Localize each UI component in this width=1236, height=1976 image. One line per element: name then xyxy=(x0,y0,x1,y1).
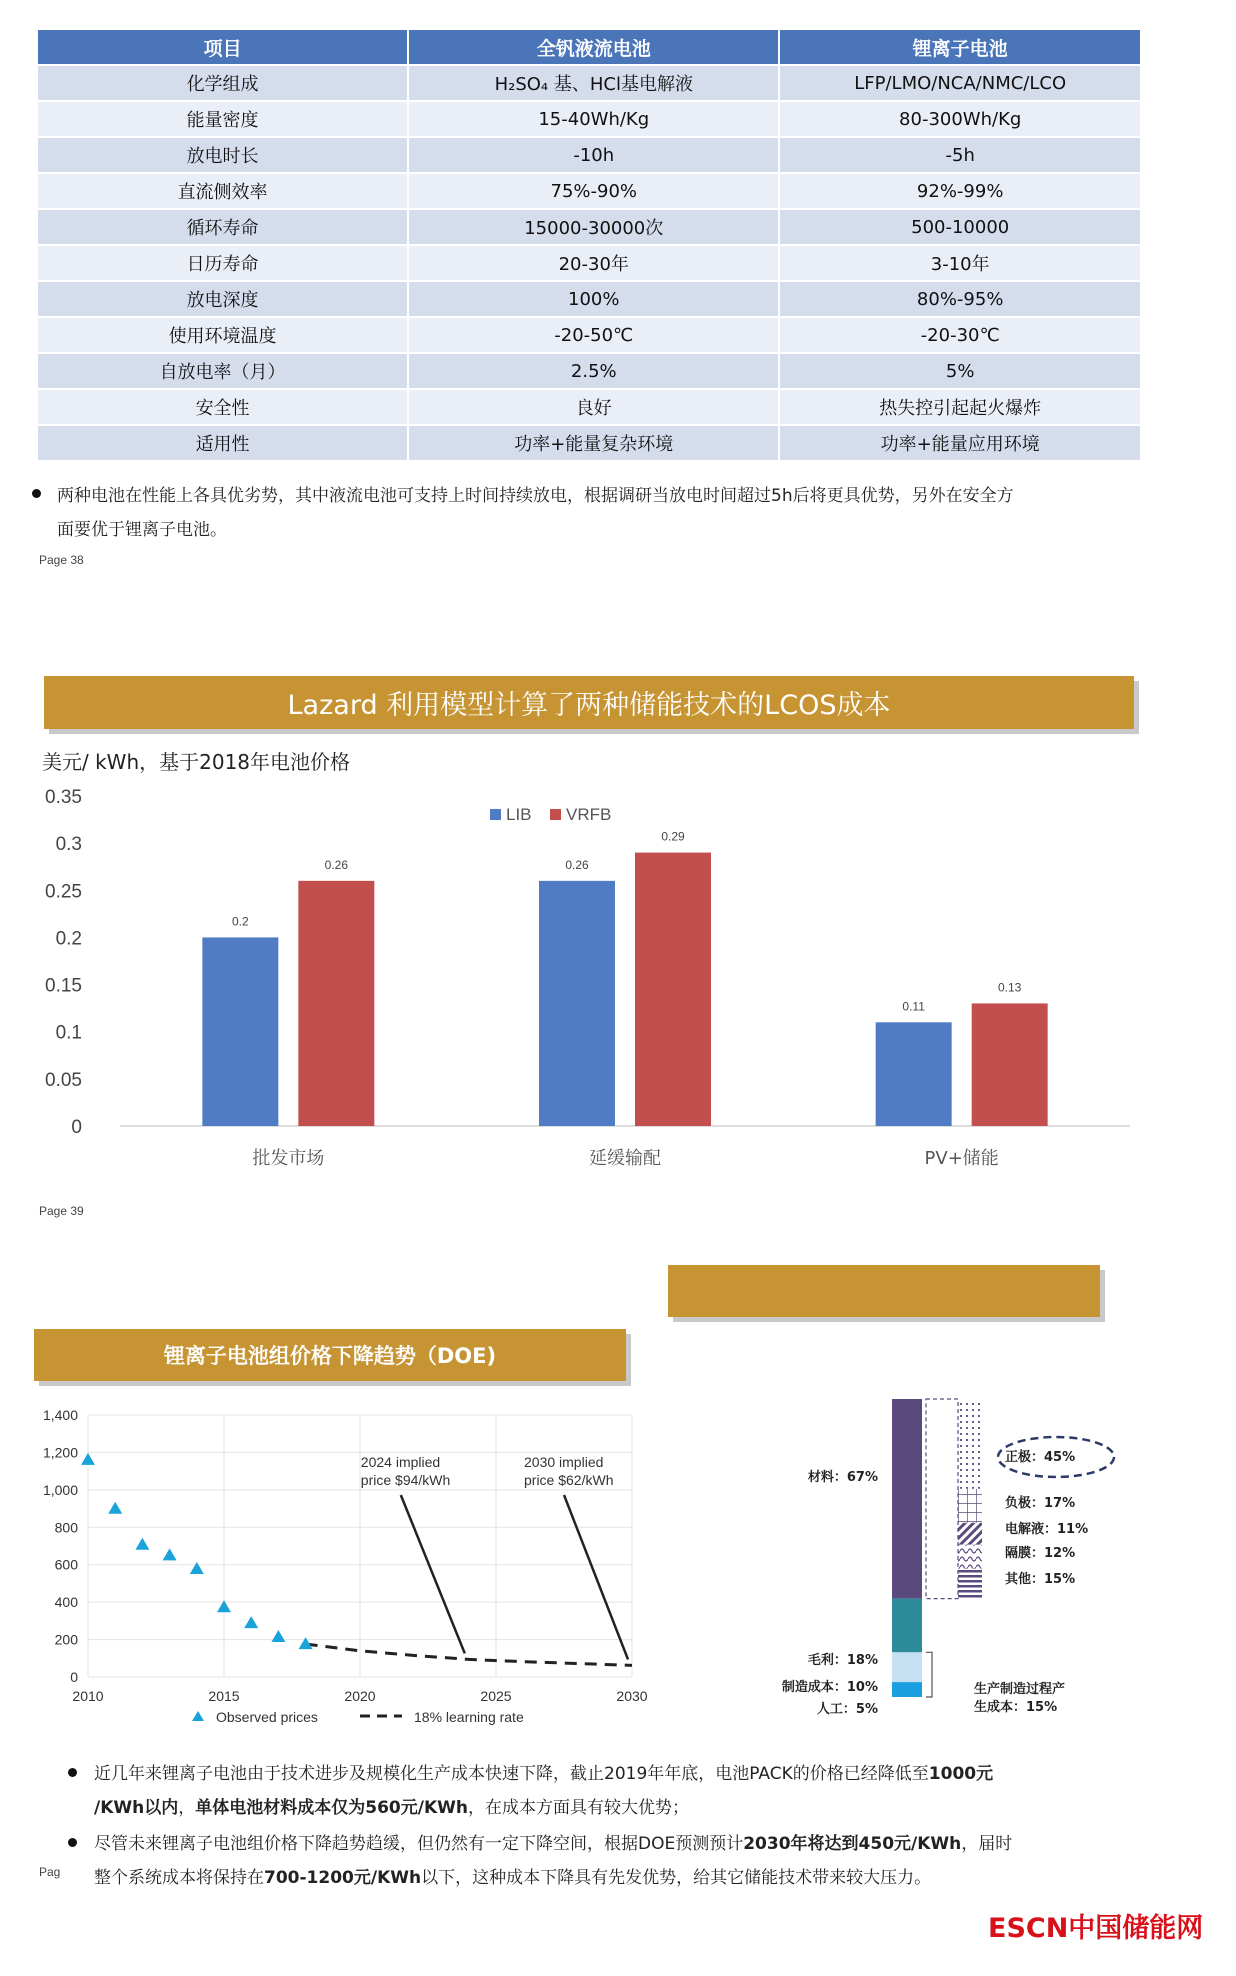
text-run: ，届时 xyxy=(961,1834,1013,1854)
table-row xyxy=(37,389,1141,425)
section1-bullet-line2: 面要优于锂离子电池。 xyxy=(57,520,227,540)
observed-price-point xyxy=(244,1616,258,1628)
table-cell-item: 日历寿命 xyxy=(37,245,408,281)
table-cell-vrfb: 15000-30000次 xyxy=(408,209,779,245)
segment-label: 制造成本：10% xyxy=(781,1680,878,1695)
page-number: Pag xyxy=(39,1865,61,1879)
annotation-arrow xyxy=(401,1495,465,1653)
table-cell-vrfb: 良好 xyxy=(408,389,779,425)
material-segment xyxy=(958,1399,982,1489)
y-tick-label: 0.1 xyxy=(55,1022,82,1044)
observed-price-point xyxy=(299,1637,313,1649)
table-row xyxy=(37,65,1141,101)
table-row xyxy=(37,317,1141,353)
bullet-dot xyxy=(68,1838,77,1847)
table-cell-item: 放电深度 xyxy=(37,281,408,317)
learning-rate-line xyxy=(306,1644,632,1665)
table-cell-item: 自放电率（月） xyxy=(37,353,408,389)
table-cell-lib: 80-300Wh/Kg xyxy=(779,101,1141,137)
observed-price-point xyxy=(163,1548,177,1560)
table-cell-item: 适用性 xyxy=(37,425,408,461)
text-run: ，在成本方面具有较大优势； xyxy=(467,1798,689,1818)
y-tick-label: 1,400 xyxy=(42,1407,78,1423)
page-number: Page 38 xyxy=(39,553,84,567)
lcos-bar-chart xyxy=(30,780,1140,1180)
table-cell-lib: 功率+能量应用环境 xyxy=(779,425,1141,461)
table-cell-lib: 5% xyxy=(779,353,1141,389)
table-body xyxy=(37,65,1141,461)
observed-price-point xyxy=(135,1538,149,1550)
cost-segment xyxy=(892,1652,922,1682)
text-run-bold: /KWh以内 xyxy=(94,1798,179,1818)
y-tick-label: 200 xyxy=(54,1631,78,1648)
annotation-text: 2030 implied xyxy=(524,1454,604,1470)
bar-lib xyxy=(539,881,615,1126)
table-cell-vrfb: 功率+能量复杂环境 xyxy=(408,425,779,461)
section3-bullet1-line2 xyxy=(94,1791,689,1825)
data-label: 0.29 xyxy=(661,829,685,844)
doe-price-chart xyxy=(20,1395,660,1730)
bar-vrfb xyxy=(298,881,374,1126)
bar-lib xyxy=(202,937,278,1126)
cost-segment xyxy=(892,1599,922,1653)
legend-label: 18% learning rate xyxy=(414,1709,524,1725)
y-tick-label: 1,000 xyxy=(42,1481,78,1498)
table-cell-lib: -5h xyxy=(779,137,1141,173)
text-run: 整个系统成本将保持在 xyxy=(94,1868,264,1888)
x-category-label: PV+储能 xyxy=(924,1148,999,1169)
bar-lib xyxy=(876,1022,952,1126)
y-tick-label: 1,200 xyxy=(42,1444,78,1461)
x-tick-label: 2010 xyxy=(72,1688,104,1704)
table-cell-item: 能量密度 xyxy=(37,101,408,137)
header-vrfb: 全钒液流电池 xyxy=(408,29,779,65)
text-run: ， xyxy=(178,1798,196,1818)
manufacturing-bracket xyxy=(926,1652,932,1697)
text-run-bold: 2030年将达到450元/KWh xyxy=(743,1834,962,1854)
table-cell-vrfb: 20-30年 xyxy=(408,245,779,281)
text-run: 尽管未来锂离子电池组价格下降趋势趋缓，但仍然有一定下降空间，根据DOE预测预计 xyxy=(94,1834,744,1854)
table-cell-vrfb: 75%-90% xyxy=(408,173,779,209)
section2-banner xyxy=(44,676,1134,729)
x-tick-label: 2030 xyxy=(616,1688,648,1704)
table-row xyxy=(37,245,1141,281)
x-tick-label: 2025 xyxy=(480,1688,512,1704)
table-cell-vrfb: 2.5% xyxy=(408,353,779,389)
text-run: 近几年来锂离子电池由于技术进步及规模化生产成本快速下降，截止2019年年底，电池PACK的价格已经降低至 xyxy=(94,1764,929,1784)
table-cell-lib: 热失控引起起火爆炸 xyxy=(779,389,1141,425)
legend-label: LIB xyxy=(506,805,532,824)
material-label: 负极：17% xyxy=(1005,1496,1076,1511)
section1-bullet-line1: 两种电池在性能上各具优劣势，其中液流电池可支持上时间持续放电，根据调研当放电时间超过5h后将更具优势，另外在安全方 xyxy=(57,486,1014,506)
segment-label: 毛利：18% xyxy=(807,1653,878,1668)
y-tick-label: 0.3 xyxy=(55,834,82,856)
comparison-table xyxy=(36,28,1142,462)
legend-marker xyxy=(192,1711,204,1721)
data-label: 0.13 xyxy=(997,980,1022,995)
material-segment xyxy=(958,1545,982,1569)
table-row xyxy=(37,281,1141,317)
bullet-dot xyxy=(32,489,41,498)
data-label: 0.11 xyxy=(902,999,925,1014)
annotation-text: price $94/kWh xyxy=(360,1472,451,1488)
observed-price-point xyxy=(271,1630,285,1642)
data-label: 0.2 xyxy=(231,914,249,929)
y-tick-label: 0.2 xyxy=(55,928,82,950)
data-label: 0.26 xyxy=(565,857,589,872)
y-tick-label: 0 xyxy=(71,1117,82,1138)
text-run-bold: 1000元 xyxy=(928,1764,994,1784)
observed-price-point xyxy=(81,1453,95,1465)
table-cell-vrfb: -10h xyxy=(408,137,779,173)
table-cell-lib: 500-10000 xyxy=(779,209,1141,245)
segment-label: 材料：67% xyxy=(807,1470,878,1485)
bar-vrfb xyxy=(972,1003,1048,1126)
table-row xyxy=(37,173,1141,209)
table-row xyxy=(37,137,1141,173)
x-category-label: 延缓输配 xyxy=(589,1148,661,1169)
manufacturing-note: 生产制造过程产 xyxy=(974,1682,1066,1697)
table-header-row xyxy=(37,29,1141,65)
bar-vrfb xyxy=(635,853,711,1126)
observed-price-point xyxy=(108,1502,122,1514)
header-lib: 锂离子电池 xyxy=(779,29,1141,65)
segment-label: 人工：5% xyxy=(816,1702,878,1715)
material-segment xyxy=(958,1489,982,1523)
section3-bullet2-line2 xyxy=(94,1861,931,1895)
x-tick-label: 2015 xyxy=(208,1688,240,1704)
table-cell-item: 化学组成 xyxy=(37,65,408,101)
table-cell-vrfb: 100% xyxy=(408,281,779,317)
material-label: 正极：45% xyxy=(1005,1450,1076,1465)
table-cell-item: 循环寿命 xyxy=(37,209,408,245)
text-run-bold: 700-1200元/KWh xyxy=(264,1868,422,1888)
text-run: 以下，这种成本下降具有先发优势，给其它储能技术带来较大压力。 xyxy=(421,1868,932,1888)
header-item: 项目 xyxy=(37,29,408,65)
annotation-arrow xyxy=(564,1495,628,1659)
connector-box xyxy=(926,1399,958,1599)
material-label: 电解液：11% xyxy=(1005,1522,1089,1537)
page-number: Page 39 xyxy=(39,1204,84,1218)
table-row xyxy=(37,209,1141,245)
section3-right-banner xyxy=(668,1265,1100,1317)
text-run-bold: 单体电池材料成本仅为560元/KWh xyxy=(195,1798,468,1818)
observed-price-point xyxy=(190,1562,204,1574)
material-segment xyxy=(958,1523,982,1545)
legend-swatch xyxy=(550,809,561,820)
manufacturing-note: 生成本：15% xyxy=(974,1700,1058,1715)
table-cell-item: 使用环境温度 xyxy=(37,317,408,353)
table-cell-lib: 80%-95% xyxy=(779,281,1141,317)
table-row xyxy=(37,353,1141,389)
material-label: 其他：15% xyxy=(1005,1572,1076,1587)
section3-banner-text: 锂离子电池组价格下降趋势（DOE) xyxy=(163,1344,497,1368)
table-cell-vrfb: H₂SO₄ 基、HCl基电解液 xyxy=(408,65,779,101)
y-tick-label: 0.05 xyxy=(45,1069,82,1091)
material-label: 隔膜：12% xyxy=(1005,1546,1076,1561)
table-cell-item: 安全性 xyxy=(37,389,408,425)
table-row xyxy=(37,101,1141,137)
table-cell-vrfb: 15-40Wh/Kg xyxy=(408,101,779,137)
chart-unit-label: 美元/ kWh，基于2018年电池价格 xyxy=(42,750,351,774)
escn-logo: ESCN中国储能网 xyxy=(988,1913,1204,1944)
section3-bullet1-line1 xyxy=(94,1757,993,1791)
cost-segment xyxy=(892,1682,922,1697)
legend-label: Observed prices xyxy=(216,1709,318,1725)
y-tick-label: 0.15 xyxy=(45,975,82,997)
table-cell-lib: 3-10年 xyxy=(779,245,1141,281)
legend-label: VRFB xyxy=(566,805,612,824)
y-tick-label: 0 xyxy=(70,1669,78,1685)
table-cell-lib: 92%-99% xyxy=(779,173,1141,209)
y-tick-label: 0.25 xyxy=(45,881,82,903)
table-row xyxy=(37,425,1141,461)
cost-segment xyxy=(892,1399,922,1599)
x-category-label: 批发市场 xyxy=(252,1148,325,1169)
table-cell-item: 直流侧效率 xyxy=(37,173,408,209)
table-cell-lib: LFP/LMO/NCA/NMC/LCO xyxy=(779,65,1141,101)
legend-swatch xyxy=(490,809,501,820)
table-cell-vrfb: -20-50℃ xyxy=(408,317,779,353)
y-tick-label: 800 xyxy=(54,1519,78,1536)
material-segment xyxy=(958,1569,982,1599)
x-tick-label: 2020 xyxy=(344,1688,376,1704)
y-tick-label: 400 xyxy=(54,1594,78,1611)
bullet-dot xyxy=(68,1768,77,1777)
table-cell-lib: -20-30℃ xyxy=(779,317,1141,353)
section2-banner-text: Lazard 利用模型计算了两种储能技术的LCOS成本 xyxy=(287,690,891,721)
table-cell-item: 放电时长 xyxy=(37,137,408,173)
annotation-text: 2024 implied xyxy=(360,1454,441,1470)
y-tick-label: 0.35 xyxy=(45,787,82,808)
annotation-text: price $62/kWh xyxy=(524,1472,614,1488)
section3-banner xyxy=(34,1329,626,1381)
section3-bullet2-line1 xyxy=(94,1827,1012,1861)
data-label: 0.26 xyxy=(324,857,349,872)
cost-breakdown-chart xyxy=(760,1395,1160,1715)
y-tick-label: 600 xyxy=(54,1556,78,1573)
